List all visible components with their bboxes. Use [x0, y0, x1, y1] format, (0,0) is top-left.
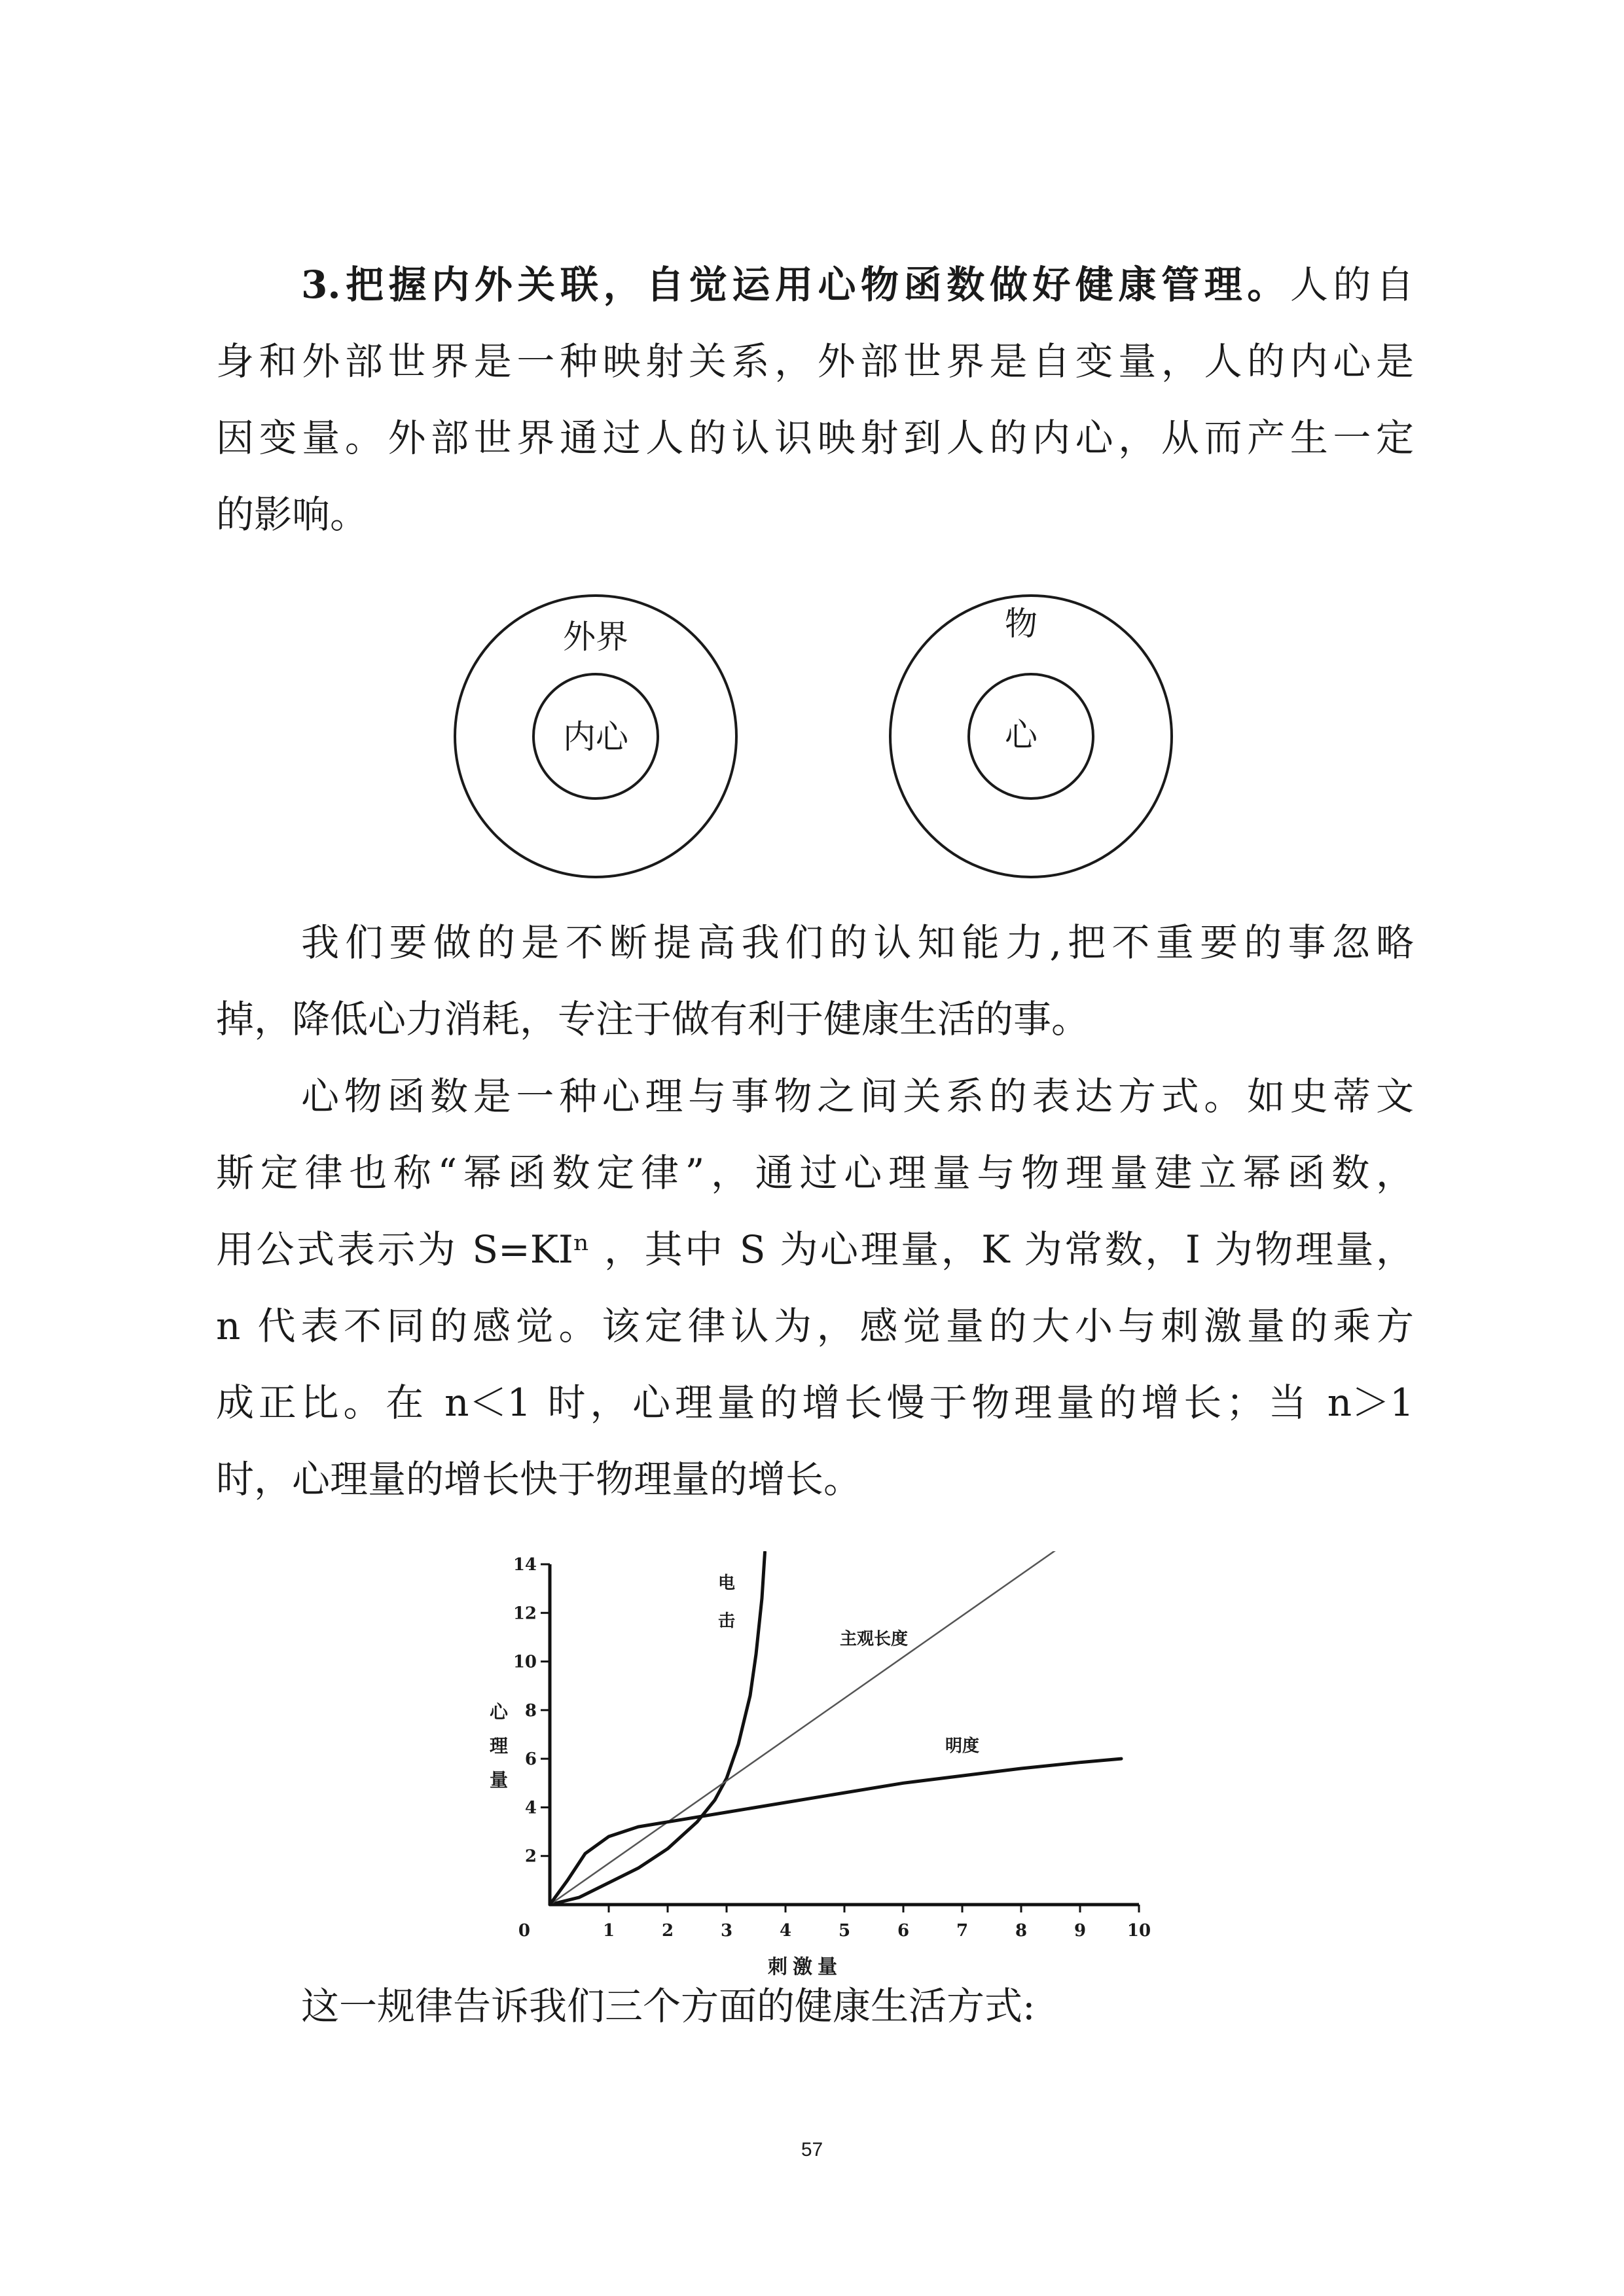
x-tick-label: 10	[1127, 1921, 1151, 1941]
series-line-2	[550, 1759, 1121, 1905]
stevens-power-law-chart	[458, 1551, 1152, 1977]
paragraph2-line2: 掉，降低心力消耗，专注于做有利于健康生活的事。	[216, 997, 1090, 1041]
paragraph1-line1	[301, 262, 1414, 308]
y-axis-label: 心理量	[489, 1701, 509, 1791]
x-tick-label: 3	[720, 1921, 733, 1941]
paragraph1-line2: 身和外部世界是一种映射关系，外部世界是自变量，人的内心是	[216, 339, 1414, 384]
paragraph1-line4: 的影响。	[216, 492, 369, 537]
inner-label-left: 内心	[563, 718, 628, 756]
x-tick-label: 1	[602, 1921, 615, 1941]
series-label-1: 主观长度	[839, 1629, 909, 1649]
paragraph1-line1-rest: 人的自	[1290, 262, 1414, 307]
x-tick-label: 2	[661, 1921, 674, 1941]
section-heading: 3.把握内外关联，自觉运用心物函数做好健康管理。	[301, 262, 1290, 307]
y-tick-label: 14	[513, 1555, 537, 1575]
origin-label: 0	[518, 1921, 530, 1941]
y-tick-label: 2	[524, 1846, 537, 1867]
x-axis-label: 刺激量	[768, 1956, 842, 1977]
y-tick-label: 8	[524, 1700, 537, 1721]
y-tick-label: 6	[524, 1749, 537, 1770]
x-tick-label: 9	[1074, 1921, 1087, 1941]
series-line-0	[550, 1552, 765, 1905]
outer-label-right: 物	[1005, 605, 1038, 643]
x-tick-label: 5	[838, 1921, 851, 1941]
series-label-2: 明度	[945, 1736, 980, 1756]
paragraph4-line1: 这一规律告诉我们三个方面的健康生活方式:	[301, 1984, 1036, 2028]
series-label-0: 电击	[717, 1573, 736, 1632]
x-tick-label: 6	[897, 1921, 910, 1941]
paragraph2-line1: 我们要做的是不断提高我们的认知能力,把不重要的事忽略	[301, 920, 1414, 965]
paragraph3-line4: n 代表不同的感觉。该定律认为，感觉量的大小与刺激量的乘方	[216, 1304, 1414, 1348]
paragraph3-line3: 用公式表示为 S=KIⁿ ，其中 S 为心理量，K 为常数，I 为物理量，	[216, 1227, 1414, 1272]
x-tick-label: 4	[779, 1921, 792, 1941]
paragraph3-line2: 斯定律也称“幂函数定律”，通过心理量与物理量建立幂函数，	[216, 1151, 1414, 1195]
paragraph3-line5: 成正比。在 n＜1 时，心理量的增长慢于物理量的增长；当 n＞1	[216, 1380, 1414, 1425]
paragraph1-line3: 因变量。外部世界通过人的认识映射到人的内心，从而产生一定	[216, 416, 1414, 460]
x-tick-label: 8	[1015, 1921, 1028, 1941]
series-line-1	[550, 1551, 1056, 1905]
inner-label-right: 心	[1005, 716, 1038, 754]
y-tick-label: 10	[513, 1652, 537, 1672]
y-tick-label: 12	[513, 1604, 537, 1624]
paragraph3-line6: 时，心理量的增长快于物理量的增长。	[216, 1457, 862, 1501]
x-tick-label: 7	[956, 1921, 969, 1941]
concentric-circles-diagram	[432, 583, 1218, 890]
outer-label-left: 外界	[563, 618, 628, 656]
page-number: 57	[801, 2139, 823, 2161]
y-tick-label: 4	[524, 1798, 537, 1818]
paragraph3-line1: 心物函数是一种心理与事物之间关系的表达方式。如史蒂文	[301, 1074, 1414, 1119]
